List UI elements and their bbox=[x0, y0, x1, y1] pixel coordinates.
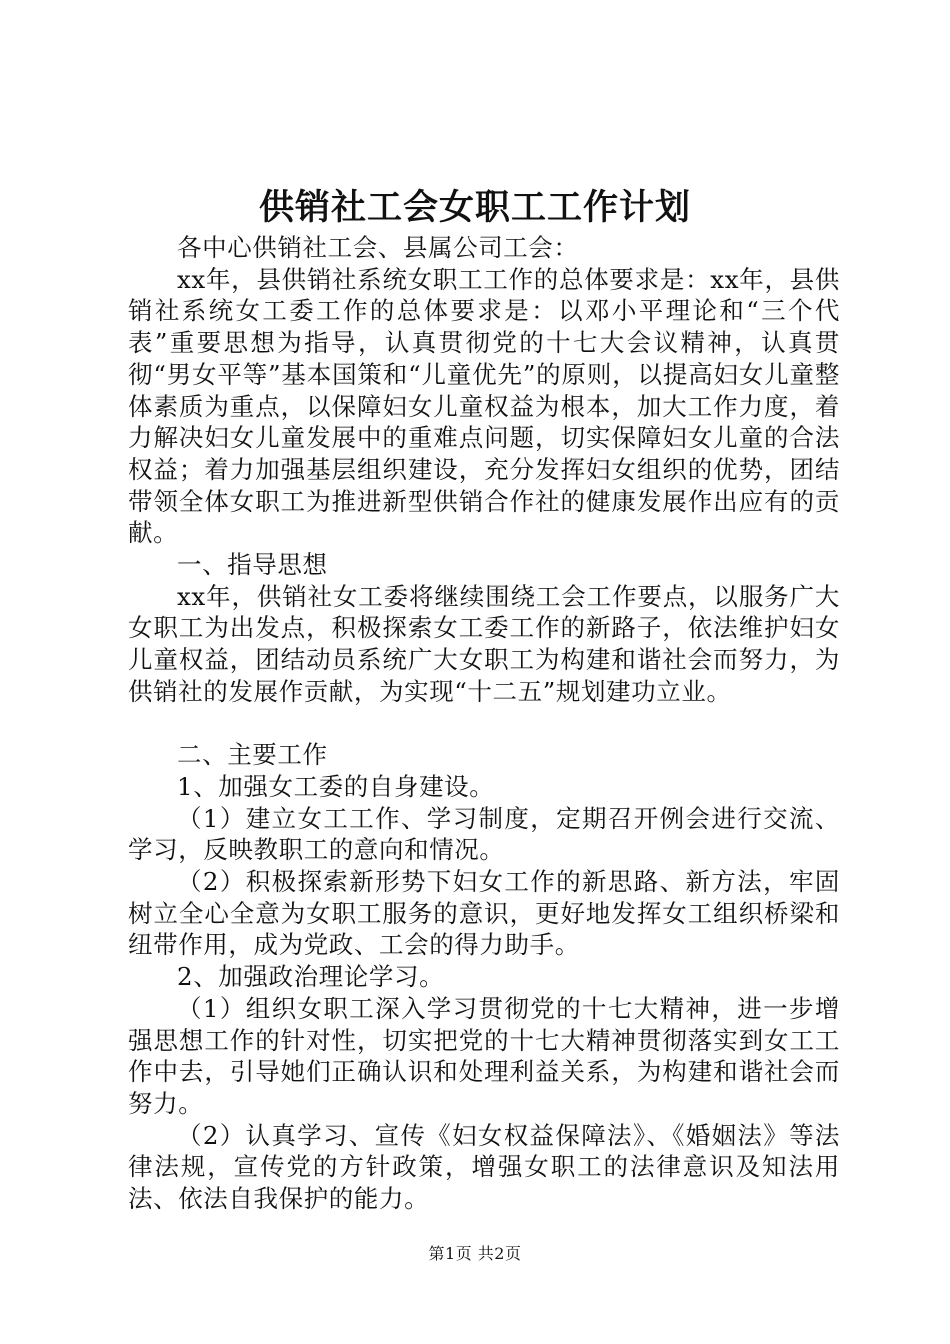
guiding-ideology-paragraph: xx年，供销社女工委将继续围绕工会工作要点，以服务广大女职工为出发点，积极探索女工委工作的新路子，依法维护妇女儿童权益，团结动员系统广大女职工为构建和谐社会而努力，为供销社的发展作贡献，为实现“十二五”规划建功立业。 bbox=[128, 581, 840, 706]
salutation-paragraph: 各中心供销社工会、县属公司工会： bbox=[177, 233, 579, 262]
work-item-1-heading: 1、加强女工委的自身建设。 bbox=[177, 771, 495, 801]
work-item-2-1-paragraph: （1）组织女职工深入学习贯彻党的十七大精神，进一步增强思想工作的针对性，切实把党的十七大精神贯彻落实到女工工作中去，引导她们正确认识和处理利益关系，为构建和谐社会而努力。 bbox=[128, 993, 840, 1118]
page-footer: 第1页 共2页 bbox=[428, 1244, 522, 1263]
section-heading-main-work: 二、主要工作 bbox=[177, 740, 328, 770]
section-heading-guiding-ideology: 一、指导思想 bbox=[177, 550, 328, 580]
blank-line bbox=[128, 708, 840, 740]
overview-paragraph: xx年，县供销社系统女职工工作的总体要求是：xx年，县供销社系统女工委工作的总体要求是：以邓小平理论和“三个代表”重要思想为指导，认真贯彻党的十七大会议精神，认真贯彻“男女平等”基本国策和“儿童优先”的原则，以提高妇女儿童整体素质为重点，以保障妇女儿童权益为根本，加大工作力度，着力解决妇女儿童发展中的重难点问题，切实保障妇女儿童的合法权益；着力加强基层组织建设，充分发挥妇女组织的优势，团结带领全体女职工为推进新型供销合作社的健康发展作出应有的贡献。 bbox=[128, 264, 840, 548]
work-item-2-heading: 2、加强政治理论学习。 bbox=[177, 962, 445, 992]
work-item-1-1-paragraph: （1）建立女工工作、学习制度，定期召开例会进行交流、学习，反映教职工的意向和情况。 bbox=[128, 803, 840, 865]
work-item-2-2-paragraph: （2）认真学习、宣传《妇女权益保障法》、《婚姻法》等法律法规，宣传党的方针政策，增强女职工的法律意识及知法用法、依法自我保护的能力。 bbox=[128, 1120, 840, 1214]
document-body bbox=[128, 232, 840, 1215]
page-title: 供销社工会女职工工作计划 bbox=[258, 187, 691, 228]
work-item-1-2-paragraph: （2）积极探索新形势下妇女工作的新思路、新方法，牢固树立全心全意为女职工服务的意识，更好地发挥女工组织桥梁和纽带作用，成为党政、工会的得力助手。 bbox=[128, 867, 840, 960]
